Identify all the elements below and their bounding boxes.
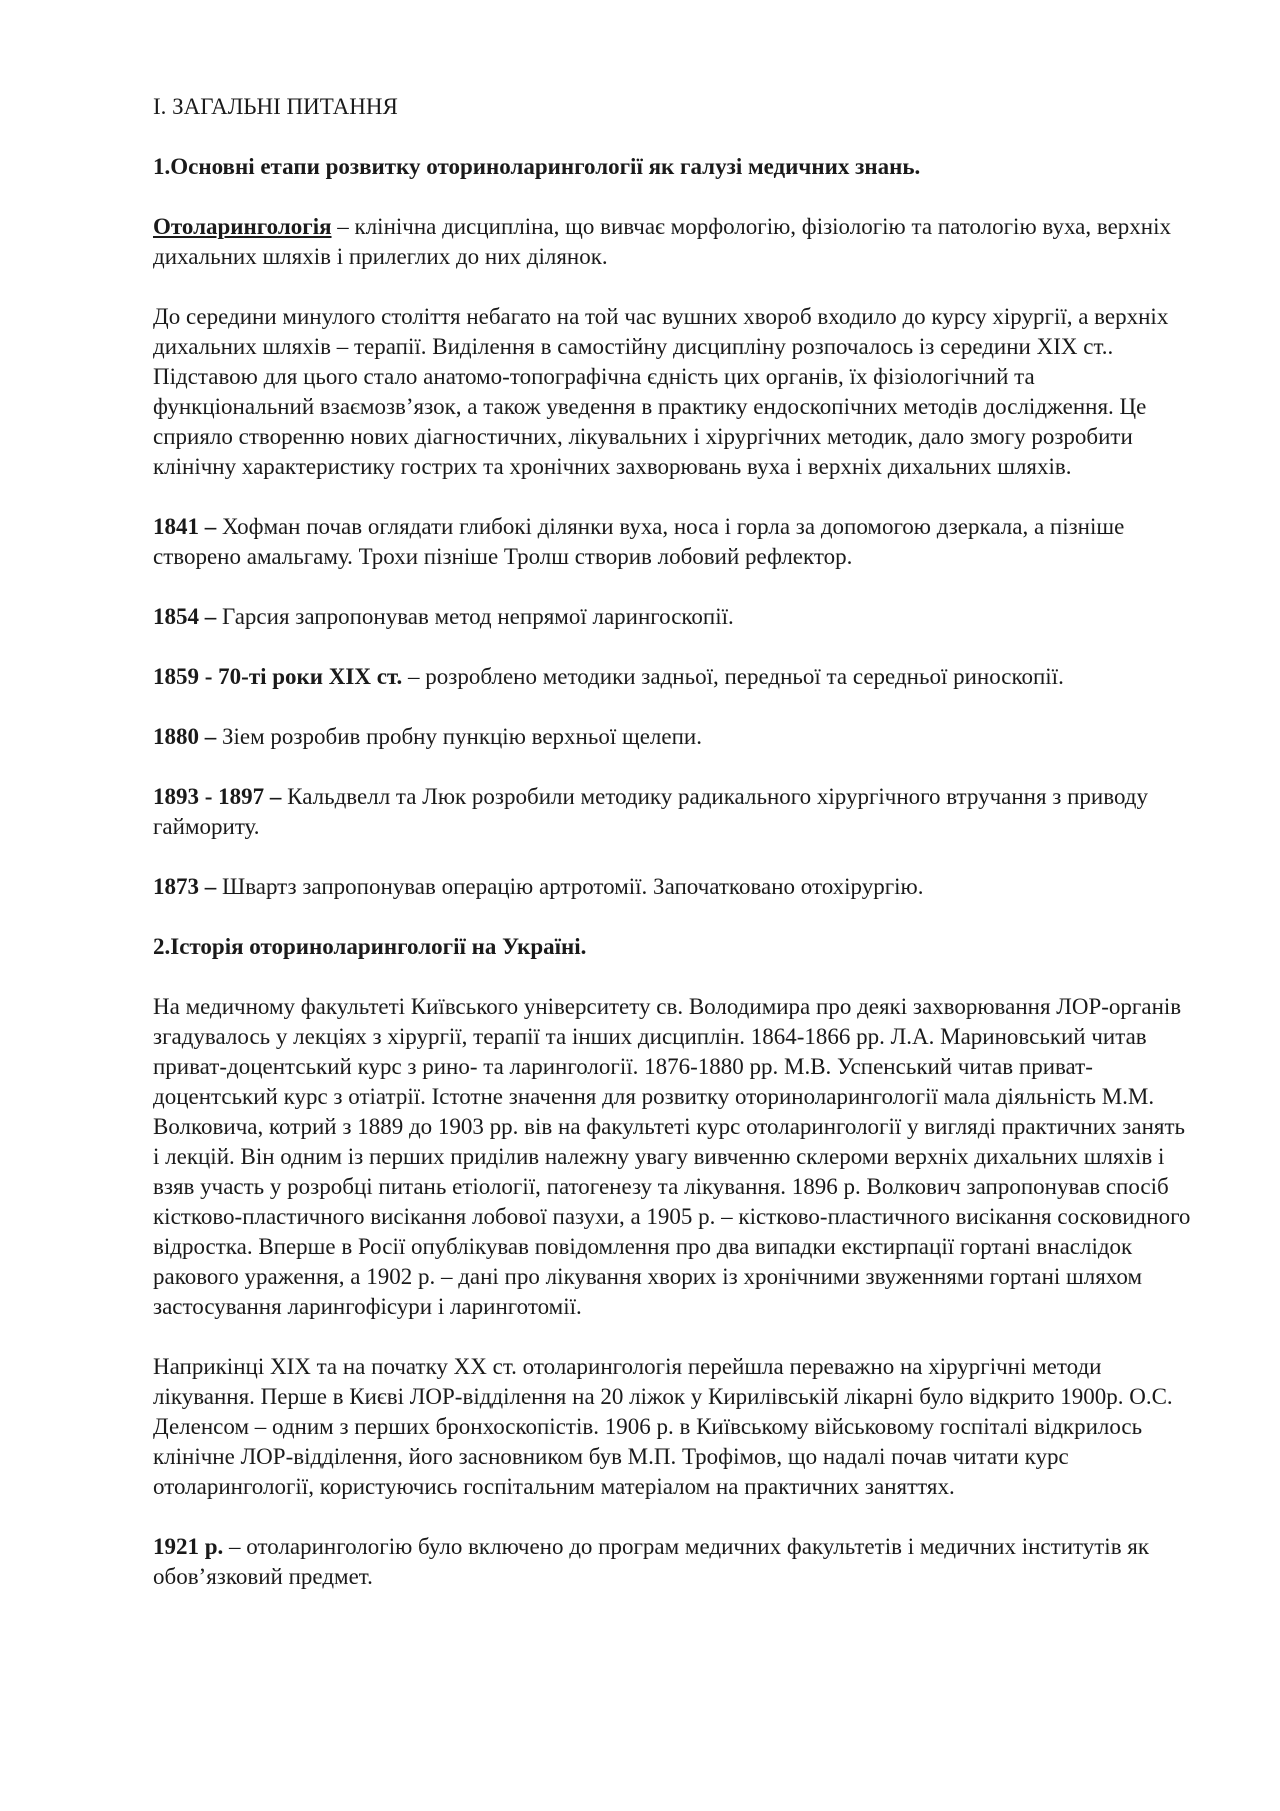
timeline-year: 1873 –: [153, 874, 217, 899]
definition-text: – клінічна дисципліна, що вивчає морфологію, фізіологію та патологію вуха, верхніх дихальних шляхів і прилеглих до них ділянок.: [153, 214, 1171, 269]
document-page: [153, 92, 1193, 1622]
timeline-entry: [153, 722, 1193, 752]
final-entry-text: – отоларингологію було включено до програм медичних факультетів і медичних інститутів як обов’язковий предмет.: [153, 1534, 1150, 1589]
timeline-text: Хофман почав оглядати глибокі ділянки вуха, носа і горла за допомогою дзеркала, а пізніше створено амальгаму. Трохи пізніше Тролш створив лобовий рефлектор.: [153, 514, 1125, 569]
timeline-entry: [153, 602, 1193, 632]
timeline-text: Швартз запропонував операцію артротомії. Започатковано отохірургію.: [216, 874, 924, 899]
question-2-heading: [153, 932, 1193, 962]
question-1-heading: [153, 152, 1193, 182]
timeline-year: 1893 - 1897 –: [153, 784, 282, 809]
timeline-year: 1880 –: [153, 724, 217, 749]
intro-paragraph: До середини минулого століття небагато на той час вушних хвороб входило до курсу хірургії, а верхніх дихальних шляхів – терапії. Виділення в самостійну дисципліну розпочалось із середини ХІХ ст.. Підставою для цього стало анатомо-топографічна єдність цих органів, їх фізіологічний та функціональний взаємозв’язок, а також уведення в практику ендоскопічних методів дослідження. Це сприяло створенню нових діагностичних, лікувальних і хірургічних методик, дало змогу розробити клінічну характеристику гострих та хронічних захворювань вуха і верхніх дихальних шляхів.: [153, 304, 1169, 479]
final-entry: [153, 1532, 1193, 1592]
timeline-text: Гарсия запропонував метод непрямої ларингоскопії.: [216, 604, 734, 629]
timeline-year: 1859 - 70-ті роки ХІХ ст.: [153, 664, 403, 689]
timeline-entry: [153, 872, 1193, 902]
history-paragraph-2: Наприкінці ХІХ та на початку ХХ ст. отоларингологія перейшла переважно на хірургічні методи лікування. Перше в Києві ЛОР-відділення на 20 ліжок у Кирилівській лікарні було відкрито 1900р. О.С. Деленсом – одним з перших бронхоскопістів. 1906 р. в Київському військовому госпіталі відкрилось клінічне ЛОР-відділення, його засновником був М.П. Трофімов, що надалі почав читати курс отоларингології, користуючись госпітальним матеріалом на практичних заняттях.: [153, 1354, 1173, 1499]
timeline-entry: [153, 782, 1193, 842]
timeline-text: Зіем розробив пробну пункцію верхньої щелепи.: [216, 724, 702, 749]
section-title: І. ЗАГАЛЬНІ ПИТАННЯ: [153, 94, 398, 119]
timeline-text: – розроблено методики задньої, передньої та середньої риноскопії.: [402, 664, 1064, 689]
timeline-entry: [153, 662, 1193, 692]
final-entry-year: 1921 р.: [153, 1534, 224, 1559]
timeline-year: 1841 –: [153, 514, 217, 539]
timeline-entry: [153, 512, 1193, 572]
definition-paragraph: [153, 212, 1193, 272]
history-paragraph-1: На медичному факультеті Київського університету св. Володимира про деякі захворювання ЛОР-органів згадувалось у лекціях з хірургії, терапії та інших дисциплін. 1864-1866 рр. Л.А. Мариновський читав приват-доцентський курс з рино- та ларингології. 1876-1880 рр. М.В. Успенський читав приват-доцентський курс з отіатрії. Істотне значення для розвитку оториноларингології мала діяльність М.М. Волковича, котрий з 1889 до 1903 рр. вів на факультеті курс отоларингології у вигляді практичних занять і лекцій. Він одним із перших приділив належну увагу вивченню склероми верхніх дихальних шляхів і взяв участь у розробці питань етіології, патогенезу та лікування. 1896 р. Волкович запропонував спосіб кістково-пластичного висікання лобової пазухи, а 1905 р. – кістково-пластичного висікання сосковидного відростка. Вперше в Росії опублікував повідомлення про два випадки екстирпації гортані внаслідок ракового ураження, а 1902 р. – дані про лікування хворих із хронічними звуженнями гортані шляхом застосування ларингофісури і ларинготомії.: [153, 994, 1191, 1319]
definition-term: Отоларингологія: [153, 214, 332, 239]
question-1-heading-text: 1.Основні етапи розвитку оториноларингології як галузі медичних знань.: [153, 154, 921, 179]
timeline-year: 1854 –: [153, 604, 217, 629]
timeline-text: Кальдвелл та Люк розробили методику радикального хірургічного втручання з приводу гаймориту.: [153, 784, 1148, 839]
question-2-heading-text: 2.Історія оториноларингології на Україні.: [153, 934, 587, 959]
